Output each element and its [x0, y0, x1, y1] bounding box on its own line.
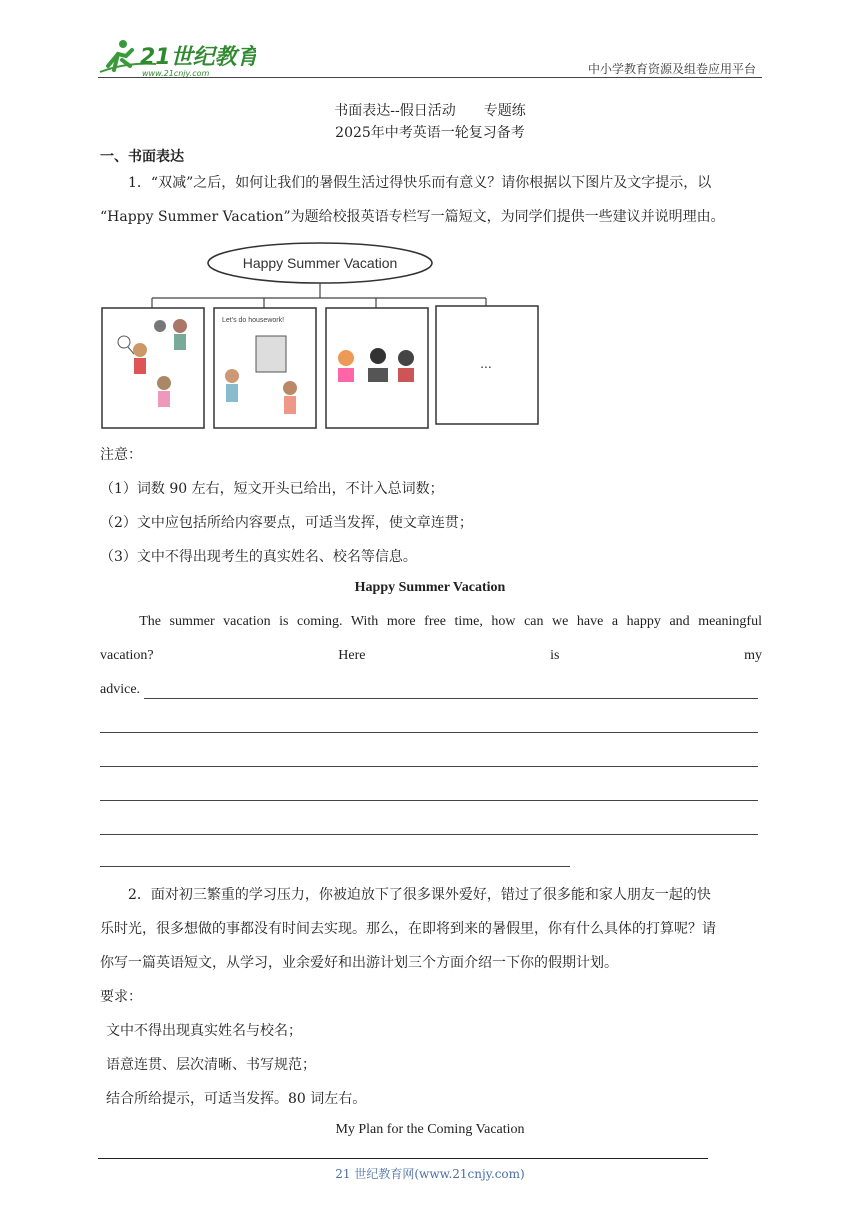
q2-line2: 乐时光，很多想做的事都没有时间去实现。那么，在即将到来的暑假里，你有什么具体的打算呢？请: [100, 921, 716, 937]
panel-sports: [102, 308, 204, 428]
panel-more-dots: ...: [480, 355, 492, 371]
section-heading: 一、书面表达: [100, 149, 184, 165]
header-platform-text: 中小学教育资源及组卷应用平台: [587, 62, 756, 76]
logo-brand-text: 21世纪教育: [140, 45, 256, 70]
doc-title: 书面表达--假日活动 专题练: [334, 103, 526, 119]
logo-url-text: www.21cnjy.com: [142, 69, 210, 78]
requirement-1: 文中不得出现真实姓名与校名；: [106, 1023, 302, 1039]
q2-line3: 你写一篇英语短文，从学习，业余爱好和出游计划三个方面介绍一下你的假期计划。: [100, 955, 618, 971]
essay1-word: my: [744, 648, 762, 663]
footer-text[interactable]: 21 世纪教育网(www.21cnjy.com): [335, 1167, 525, 1181]
q1-line2: “Happy Summer Vacation”为题给校报英语专栏写一篇短文，为同学们提供一些建议并说明理由。: [100, 209, 725, 225]
essay2-title: My Plan for the Coming Vacation: [335, 1122, 525, 1137]
essay1-title: Happy Summer Vacation: [354, 580, 506, 595]
answer-line[interactable]: [144, 698, 758, 699]
essay1-line2: [100, 648, 762, 664]
vacation-diagram: [100, 238, 542, 432]
requirements-label: 要求：: [100, 989, 142, 1005]
q1-line1: 1．“双减”之后，如何让我们的暑假生活过得快乐而有意义？请你根据以下图片及文字提示，以: [128, 175, 712, 191]
essay1-word: is: [550, 648, 560, 663]
q2-line1: 2．面对初三繁重的学习压力，你被迫放下了很多课外爱好，错过了很多能和家人朋友一起的快: [128, 887, 711, 903]
essay1-word: vacation?: [100, 648, 154, 663]
diagram-title: Happy Summer Vacation: [242, 255, 398, 271]
header-divider: [98, 77, 762, 78]
note-2: （2）文中应包括所给内容要点，可适当发挥，使文章连贯；: [100, 515, 473, 531]
answer-line[interactable]: [100, 834, 758, 835]
requirement-2: 语意连贯、层次清晰、书写规范；: [106, 1057, 316, 1073]
answer-line[interactable]: [100, 800, 758, 801]
answer-line[interactable]: [100, 866, 570, 867]
essay1-line1: The summer vacation is coming. With more free time, how can we have a happy and meaningful: [139, 614, 762, 629]
essay1-line3: advice.: [100, 682, 141, 697]
note-3: （3）文中不得出现考生的真实姓名、校名等信息。: [100, 549, 417, 565]
answer-line[interactable]: [100, 766, 758, 767]
housework-caption: Let's do housework!: [222, 317, 285, 324]
answer-line[interactable]: [100, 732, 758, 733]
requirement-3: 结合所给提示，可适当发挥。80 词左右。: [106, 1091, 367, 1107]
footer-divider: [98, 1158, 708, 1159]
doc-subtitle: 2025年中考英语一轮复习备考: [335, 125, 525, 141]
essay1-word: Here: [338, 648, 366, 663]
note-1: （1）词数 90 左右，短文开头已给出，不计入总词数；: [100, 481, 444, 497]
site-logo: [96, 36, 256, 80]
notes-label: 注意：: [100, 447, 142, 463]
